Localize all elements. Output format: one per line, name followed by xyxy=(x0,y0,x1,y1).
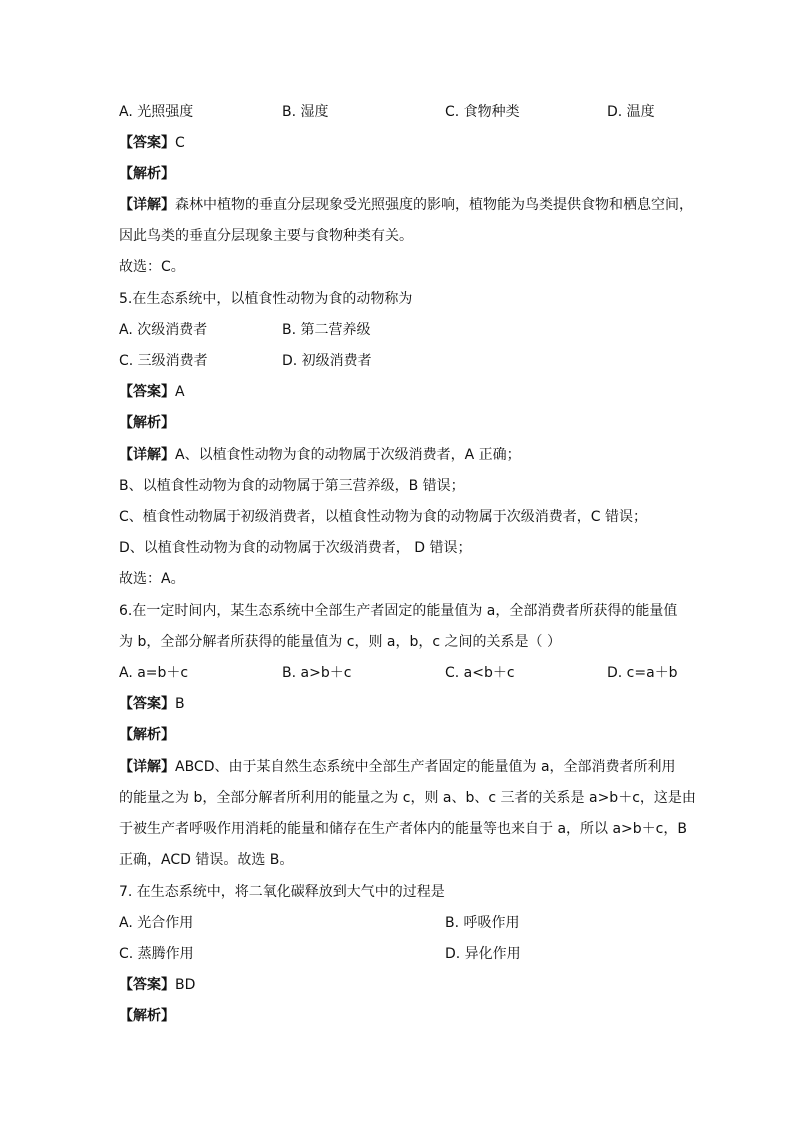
q7-analysis-tag: 【解析】 xyxy=(119,1008,175,1024)
answer-value: B xyxy=(175,696,185,712)
q5-detail-line-2: B、以植食性动物为食的动物属于第三营养级，B 错误； xyxy=(119,478,465,494)
q6-detail-line-2: 的能量之为 b，全部分解者所利用的能量之为 c，则 a、b、c 三者的关系是 a>b＋c，这是由 xyxy=(119,790,696,806)
answer-tag: 【答案】 xyxy=(119,384,175,400)
q4-conclusion: 故选：C。 xyxy=(119,259,185,275)
q6-option-a: A. a=b＋c xyxy=(119,665,189,681)
q7-option-a: A. 光合作用 xyxy=(119,915,194,931)
detail-tag: 【详解】 xyxy=(119,759,175,775)
q4-detail-line-1 xyxy=(119,195,693,215)
q4-detail-line-2: 因此鸟类的垂直分层现象主要与食物种类有关。 xyxy=(119,228,413,244)
answer-value: BD xyxy=(175,977,196,993)
q4-option-d: D. 温度 xyxy=(607,104,655,120)
detail-text: ABCD、由于某自然生态系统中全部生产者固定的能量值为 a，全部消费者所利用 xyxy=(175,759,676,775)
q5-detail-line-3: C、植食性动物属于初级消费者，以植食性动物为食的动物属于次级消费者，C 错误； xyxy=(119,509,647,525)
q4-analysis-tag: 【解析】 xyxy=(119,166,175,182)
q6-answer xyxy=(119,694,185,714)
q6-detail-line-3: 于被生产者呼吸作用消耗的能量和储存在生产者体内的能量等也来自于 a，所以 a>b＋c，B xyxy=(119,821,687,837)
q5-detail-line-1 xyxy=(119,445,521,465)
q5-analysis-tag: 【解析】 xyxy=(119,415,175,431)
answer-tag: 【答案】 xyxy=(119,977,175,993)
q7-option-d: D. 异化作用 xyxy=(445,946,521,962)
answer-tag: 【答案】 xyxy=(119,135,175,151)
q5-answer xyxy=(119,382,185,402)
detail-tag: 【详解】 xyxy=(119,447,175,463)
q6-question-line-2: 为 b，全部分解者所获得的能量值为 c，则 a，b，c 之间的关系是（ ） xyxy=(119,634,561,650)
q4-option-b: B. 湿度 xyxy=(282,104,329,120)
q5-detail-line-4: D、以植食性动物为食的动物属于次级消费者， D 错误； xyxy=(119,540,472,556)
q5-option-c: C. 三级消费者 xyxy=(119,353,208,369)
detail-text: 森林中植物的垂直分层现象受光照强度的影响，植物能为鸟类提供食物和栖息空间， xyxy=(175,197,693,213)
q7-question: 7. 在生态系统中，将二氧化碳释放到大气中的过程是 xyxy=(119,884,445,900)
q6-option-b: B. a>b＋c xyxy=(282,665,352,681)
answer-tag: 【答案】 xyxy=(119,696,175,712)
q6-question-line-1: 6.在一定时间内，某生态系统中全部生产者固定的能量值为 a，全部消费者所获得的能量值 xyxy=(119,603,678,619)
q7-option-b: B. 呼吸作用 xyxy=(445,915,520,931)
q6-analysis-tag: 【解析】 xyxy=(119,727,175,743)
q5-question: 5.在生态系统中，以植食性动物为食的动物称为 xyxy=(119,291,413,307)
q4-option-a: A. 光照强度 xyxy=(119,104,194,120)
q5-option-d: D. 初级消费者 xyxy=(282,353,372,369)
q5-option-a: A. 次级消费者 xyxy=(119,322,208,338)
detail-text: A、以植食性动物为食的动物属于次级消费者，A 正确； xyxy=(175,447,521,463)
answer-value: A xyxy=(175,384,185,400)
q5-option-b: B. 第二营养级 xyxy=(282,322,371,338)
q4-answer xyxy=(119,133,185,153)
q4-option-c: C. 食物种类 xyxy=(445,104,520,120)
q5-conclusion: 故选：A。 xyxy=(119,571,185,587)
detail-tag: 【详解】 xyxy=(119,197,175,213)
q6-detail-line-1 xyxy=(119,757,676,777)
q6-option-c: C. a<b＋c xyxy=(445,665,515,681)
q6-option-d: D. c=a＋b xyxy=(607,665,678,681)
q6-detail-line-4: 正确，ACD 错误。故选 B。 xyxy=(119,852,294,868)
q7-option-c: C. 蒸腾作用 xyxy=(119,946,194,962)
q7-answer xyxy=(119,975,195,995)
answer-value: C xyxy=(175,135,185,151)
